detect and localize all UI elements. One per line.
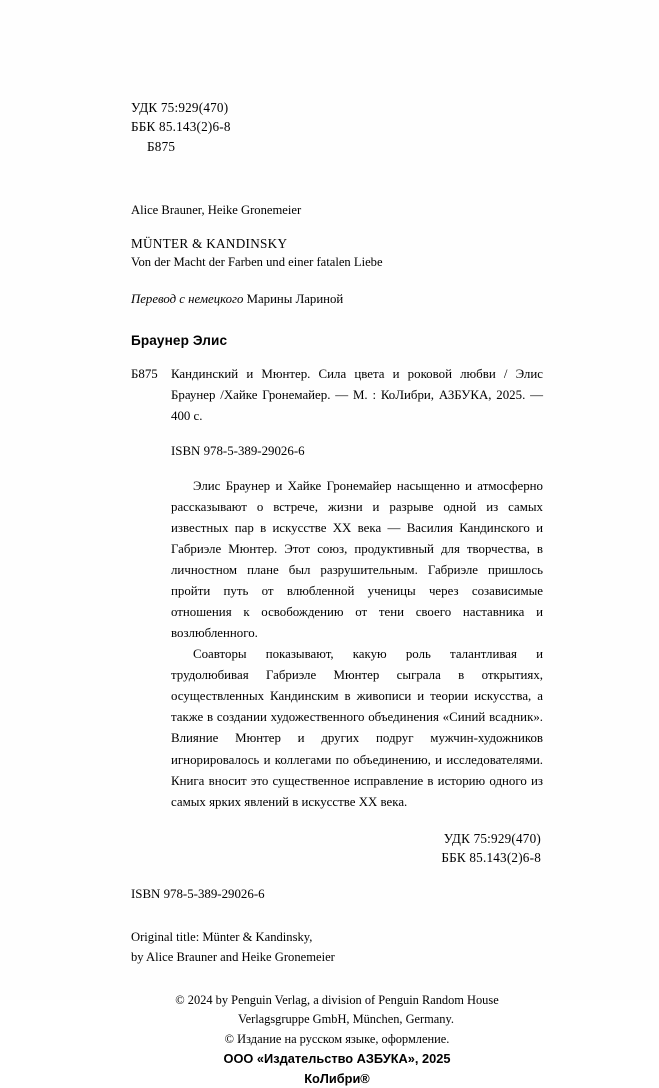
publisher-line: ООО «Издательство АЗБУКА», 2025 [223, 1050, 451, 1066]
bbk-code-repeat: ББК 85.143(2)6-8 [441, 849, 541, 865]
classification-codes-repeat [131, 829, 543, 868]
copyright-line-1: © 2024 by Penguin Verlag, a division of Penguin Random House [175, 993, 499, 1008]
original-subtitle: Von der Macht der Farben und einer fatalen Liebe [131, 255, 383, 270]
author-name-russian: Браунер Элис [131, 333, 228, 349]
annotation-block [131, 476, 543, 813]
original-title-line: Original title: Münter & Kandinsky, [131, 930, 313, 945]
udk-code: УДК 75:929(470) [131, 100, 229, 115]
original-authors: Alice Brauner, Heike Gronemeier [131, 202, 302, 217]
original-title-credit [131, 928, 543, 967]
isbn-primary: ISBN 978-5-389-29026-6 [171, 444, 305, 459]
copyright-line-3: © Издание на русском языке, оформление. [224, 1031, 450, 1046]
imprint-line: КоЛибри® [304, 1070, 370, 1086]
author-sign: Б875 [147, 138, 176, 154]
bibliographic-description [131, 364, 543, 427]
original-authors-line: by Alice Brauner and Heike Gronemeier [131, 949, 335, 964]
annotation-paragraph-1: Элис Браунер и Хайке Гронемайер насыщенно и атмосферно рассказывают о встрече, жизни и разрыве одной из самых известных пар в искусстве XX века — Василия Кандинского и Габриэле Мюнтер. Этот союз, продуктивный для творчества, в личностном плане был разрушительным. Габриэле пришлось пройти путь от влюбленной ученицы через созависимые отношения к освобождению от тени своего наставника и возлюбленного. [171, 479, 543, 641]
translator-name: Марины Лариной [246, 292, 344, 307]
classification-block [131, 98, 543, 156]
udk-code-repeat: УДК 75:929(470) [443, 830, 541, 846]
isbn-secondary: ISBN 978-5-389-29026-6 [131, 887, 265, 902]
copyright-line-2: Verlagsgruppe GmbH, München, Germany. [238, 1012, 454, 1027]
bbk-code: ББК 85.143(2)6-8 [131, 119, 231, 135]
biblio-text: Кандинский и Мюнтер. Сила цвета и роковой любви / Элис Браунер /Хайке Гронемайер. — М. : КоЛибри, АЗБУКА, 2025. — 400 с. [171, 367, 543, 424]
biblio-sign: Б875 [131, 367, 158, 382]
annotation-paragraph-2: Соавторы показывают, какую роль талантливая и трудолюбивая Габриэле Мюнтер сыграла в открытиях, осуществленных Кандинским в живописи и теории искусства, а также в создании художественного объединения «Синий всадник». Влияние Мюнтер и других подруг мужчин-художников игнорировалось и коллегами по объединению, и исследователями. Книга вносит это существенное исправление в историю одного из самых ярких явлений в искусстве XX века. [171, 647, 543, 809]
translator-line [131, 292, 543, 307]
original-edition-block [131, 201, 543, 273]
translator-label: Перевод с немецкого [131, 292, 244, 307]
page-content [131, 98, 543, 1088]
copyright-block [131, 991, 543, 1088]
original-title: MÜNTER & KANDINSKY [131, 235, 288, 251]
